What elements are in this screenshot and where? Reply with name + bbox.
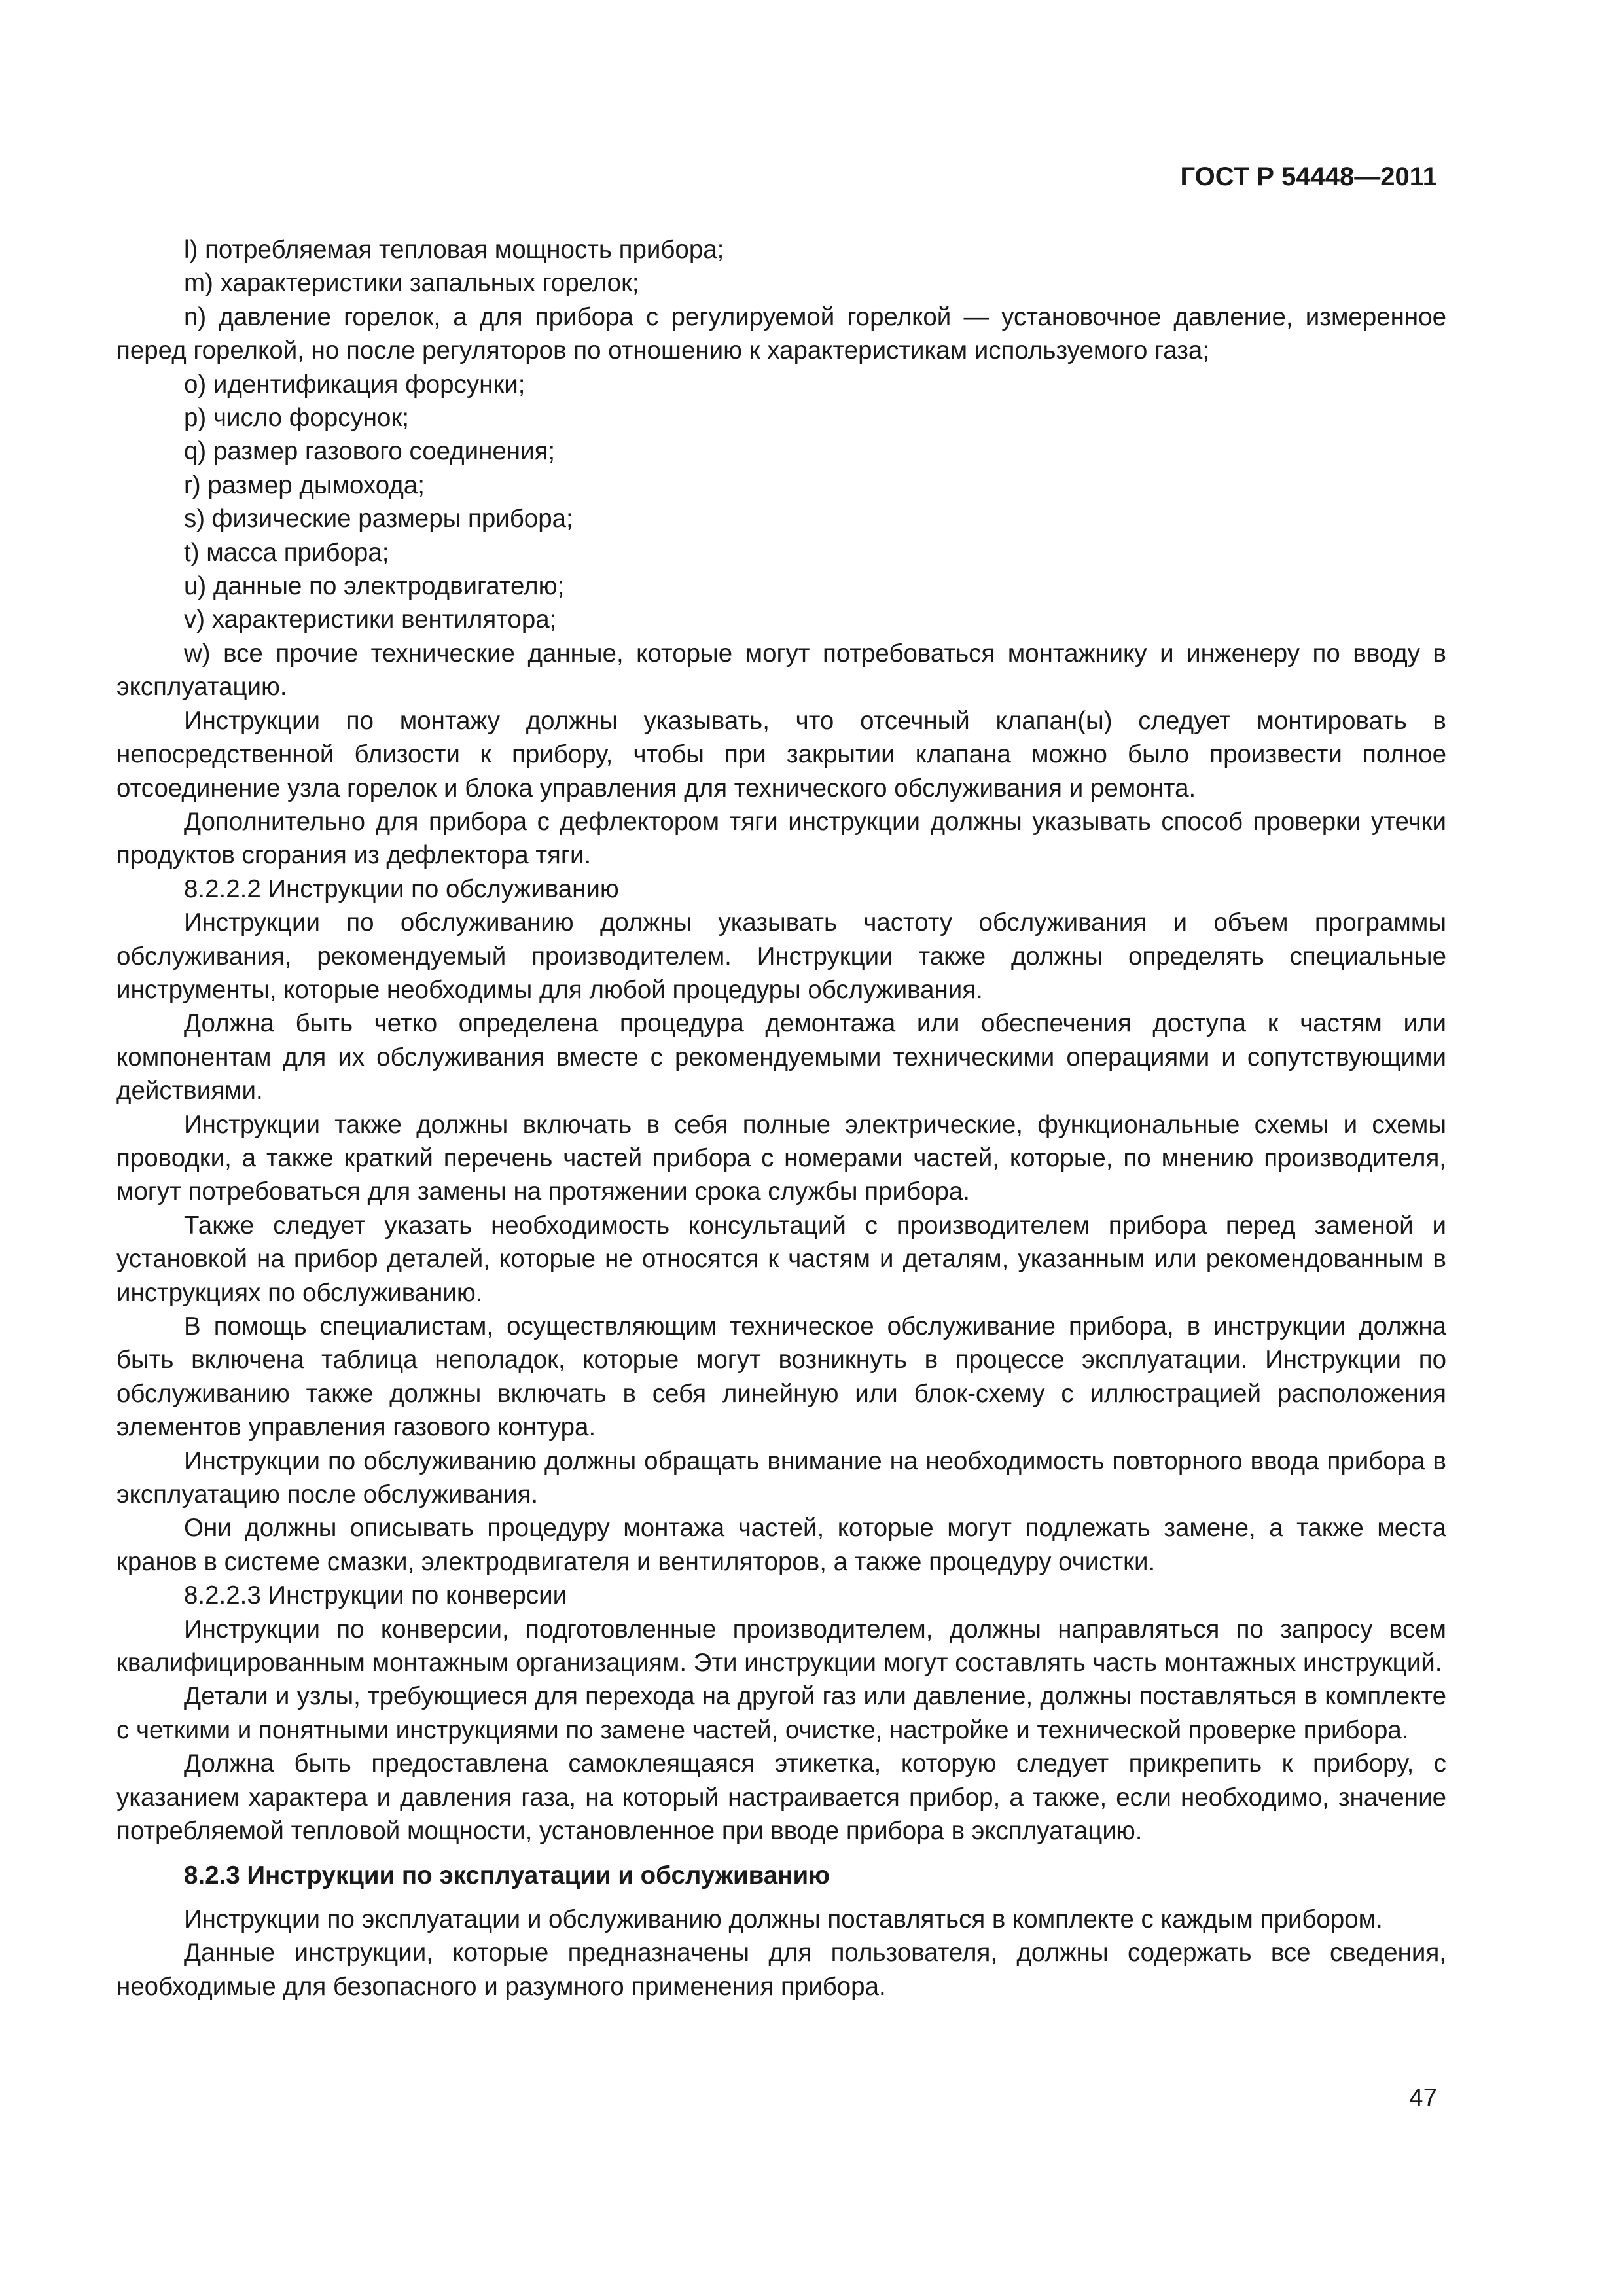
list-item: q) размер газового соединения; — [184, 437, 556, 466]
list-item: s) физические размеры прибора; — [184, 505, 573, 533]
operation-paragraph: Инструкции по эксплуатации и обслуживанию должны поставляться в комплекте с каждым прибором. — [184, 1905, 1383, 1933]
list-item: o) идентификация форсунки; — [184, 370, 526, 399]
section-heading-8-2-2-2: 8.2.2.2 Инструкции по обслуживанию — [184, 874, 619, 903]
section-heading-8-2-3: 8.2.3 Инструкции по эксплуатации и обслуживанию — [184, 1861, 830, 1890]
list-item: t) масса прибора; — [184, 538, 389, 567]
document-body — [116, 233, 1446, 2003]
list-item: p) число форсунок; — [184, 404, 409, 433]
list-item: v) характеристики вентилятора; — [184, 605, 557, 634]
service-paragraph: Также следует указать необходимость консультаций с производителем прибора перед заменой и установкой на прибор деталей, которые не относятся к частям и деталям, указанным или рекомендованным в инструкциях по обслуживанию. — [116, 1211, 1446, 1307]
service-paragraph: Инструкции также должны включать в себя полные электрические, функциональные схемы и схемы проводки, а также краткий перечень частей прибора с номерами частей, которые, по мнению производителя, могут потребоваться для замены на протяжении срока службы прибора. — [116, 1110, 1446, 1206]
conversion-paragraph: Должна быть предоставлена самоклеящаяся этикетка, которую следует прикрепить к прибору, с указанием характера и давления газа, на который настраивается прибор, а также, если необходимо, значение потребляемой тепловой мощности, установленное при вводе прибора в эксплуатацию. — [116, 1749, 1446, 1846]
conversion-paragraph: Детали и узлы, требующиеся для перехода на другой газ или давление, должны поставляться в комплекте с четкими и понятными инструкциями по замене частей, очистке, настройке и технической проверке прибора. — [116, 1682, 1446, 1744]
list-item: u) данные по электродвигателю; — [184, 572, 565, 601]
service-paragraph: Инструкции по обслуживанию должны обращать внимание на необходимость повторного ввода прибора в эксплуатацию после обслуживания. — [116, 1446, 1446, 1509]
list-item: r) размер дымохода; — [184, 471, 425, 499]
service-paragraph: Они должны описывать процедуру монтажа частей, которые могут подлежать замене, а также места кранов в системе смазки, электродвигателя и вентиляторов, а также процедуру очистки. — [116, 1514, 1446, 1576]
list-item: n) давление горелок, а для прибора с регулируемой горелкой — установочное давление, измеренное перед горелкой, но после регуляторов по отношению к характеристикам используемого газа; — [116, 302, 1446, 365]
standard-designation: ГОСТ Р 54448—2011 — [1180, 162, 1437, 191]
service-paragraph: Инструкции по обслуживанию должны указывать частоту обслуживания и объем программы обслуживания, рекомендуемый производителем. Инструкции также должны определять специальные инструменты, которые необходимы для любой процедуры обслуживания. — [116, 908, 1446, 1004]
service-paragraph: Должна быть четко определена процедура демонтажа или обеспечения доступа к частям или компонентам для их обслуживания вместе с рекомендуемыми техническими операциями и сопутствующими действиями. — [116, 1009, 1446, 1105]
parameter-list — [116, 233, 1446, 704]
list-item: w) все прочие технические данные, которые могут потребоваться монтажнику и инженеру по вводу в эксплуатацию. — [116, 639, 1446, 702]
list-item: l) потребляемая тепловая мощность прибора; — [184, 236, 724, 264]
section-heading-8-2-2-3: 8.2.2.3 Инструкции по конверсии — [184, 1581, 567, 1610]
list-item: m) характеристики запальных горелок; — [184, 269, 639, 298]
operation-paragraph: Данные инструкции, которые предназначены для пользователя, должны содержать все сведения, необходимые для безопасного и разумного применения прибора. — [116, 1939, 1446, 2001]
install-paragraph: Инструкции по монтажу должны указывать, что отсечный клапан(ы) следует монтировать в непосредственной близости к прибору, чтобы при закрытии клапана можно было произвести полное отсоединение узла горелок и блока управления для технического обслуживания и ремонта. — [116, 706, 1446, 802]
page-number: 47 — [1409, 2084, 1437, 2112]
conversion-paragraph: Инструкции по конверсии, подготовленные производителем, должны направляться по запросу всем квалифицированным монтажным организациям. Эти инструкции могут составлять часть монтажных инструкций. — [116, 1615, 1446, 1677]
install-paragraph: Дополнительно для прибора с дефлектором тяги инструкции должны указывать способ проверки утечки продуктов сгорания из дефлектора тяги. — [116, 807, 1446, 870]
service-paragraph: В помощь специалистам, осуществляющим техническое обслуживание прибора, в инструкции должна быть включена таблица неполадок, которые могут возникнуть в процессе эксплуатации. Инструкции по обслуживанию также должны включать в себя линейную или блок-схему с иллюстрацией расположения элементов управления газового контура. — [116, 1312, 1446, 1442]
